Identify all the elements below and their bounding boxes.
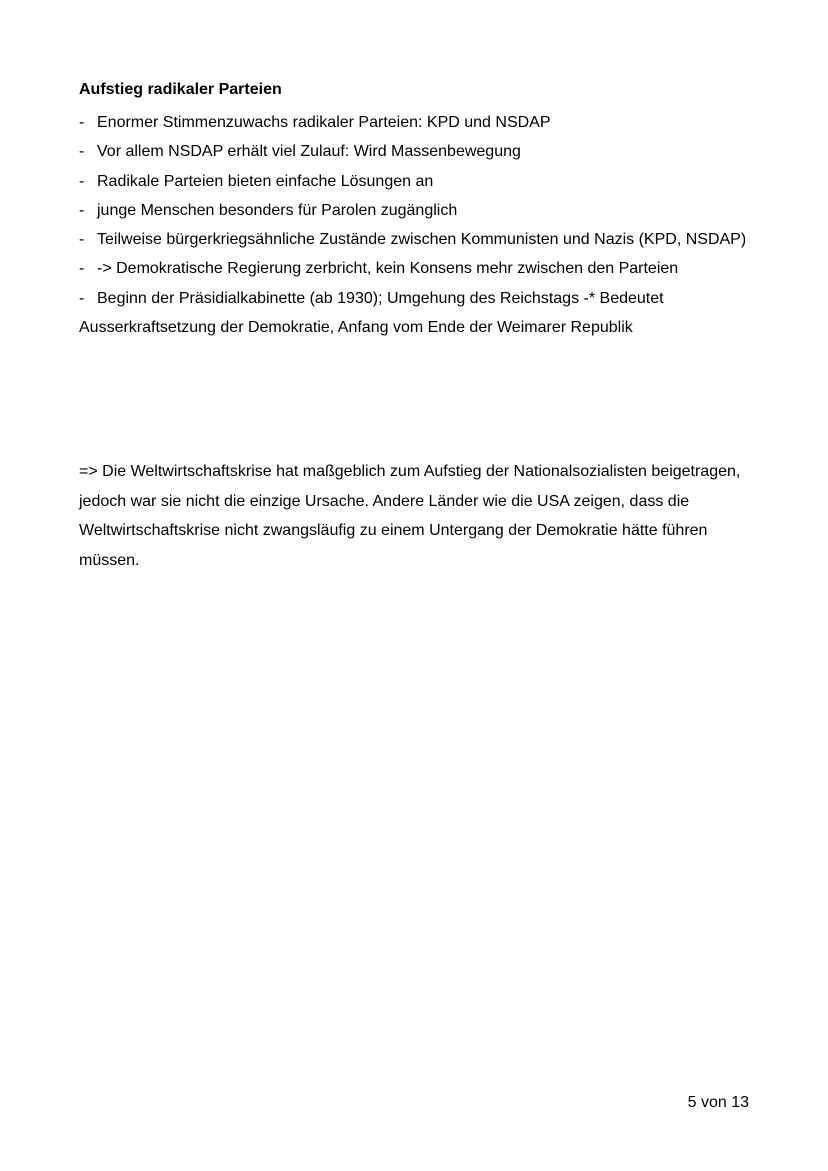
bullet-dash: - — [79, 172, 85, 190]
list-item — [79, 167, 759, 196]
bullet-dash: - — [79, 289, 85, 307]
list-item — [79, 196, 759, 225]
bullet-dash: - — [79, 143, 85, 161]
list-item — [79, 108, 759, 137]
bullet-dash: - — [79, 114, 85, 131]
list-item-text: Beginn der Präsidialkabinette (ab 1930); Umgehung des Reichstags -* Bedeutet Ausserkraftsetzung der Demokratie, Anfang vom Ende der Weimarer Republik — [79, 289, 664, 337]
list-item-text: Teilweise bürgerkriegsähnliche Zustände zwischen Kommunisten und Nazis (KPD, NSDAP) — [97, 231, 747, 249]
section-heading: Aufstieg radikaler Parteien — [79, 81, 282, 98]
bullet-list — [79, 108, 759, 342]
bullet-dash: - — [79, 201, 85, 219]
bullet-dash: - — [79, 231, 85, 249]
list-item — [79, 284, 759, 343]
list-item — [79, 137, 759, 166]
conclusion-paragraph: => Die Weltwirtschaftskrise hat maßgeblich zum Aufstieg der Nationalsozialisten beigetragen, jedoch war sie nicht die einzige Ursache. Andere Länder wie die USA zeigen, dass die Weltwirtschaftskrise nicht zwangsläufig zu einem Untergang der Demokratie hätte führen müssen. — [79, 463, 741, 569]
list-item — [79, 254, 759, 283]
list-item-text: junge Menschen besonders für Parolen zugänglich — [97, 201, 458, 219]
list-item-text: Enormer Stimmenzuwachs radikaler Parteien: KPD und NSDAP — [97, 114, 551, 131]
bullet-dash: - — [79, 260, 85, 278]
list-item-text: Radikale Parteien bieten einfache Lösungen an — [97, 172, 434, 190]
list-item-text: -> Demokratische Regierung zerbricht, kein Konsens mehr zwischen den Parteien — [97, 260, 679, 278]
page-number: 5 von 13 — [687, 1094, 749, 1111]
list-item-text: Vor allem NSDAP erhält viel Zulauf: Wird Massenbewegung — [97, 143, 521, 161]
list-item — [79, 225, 759, 254]
